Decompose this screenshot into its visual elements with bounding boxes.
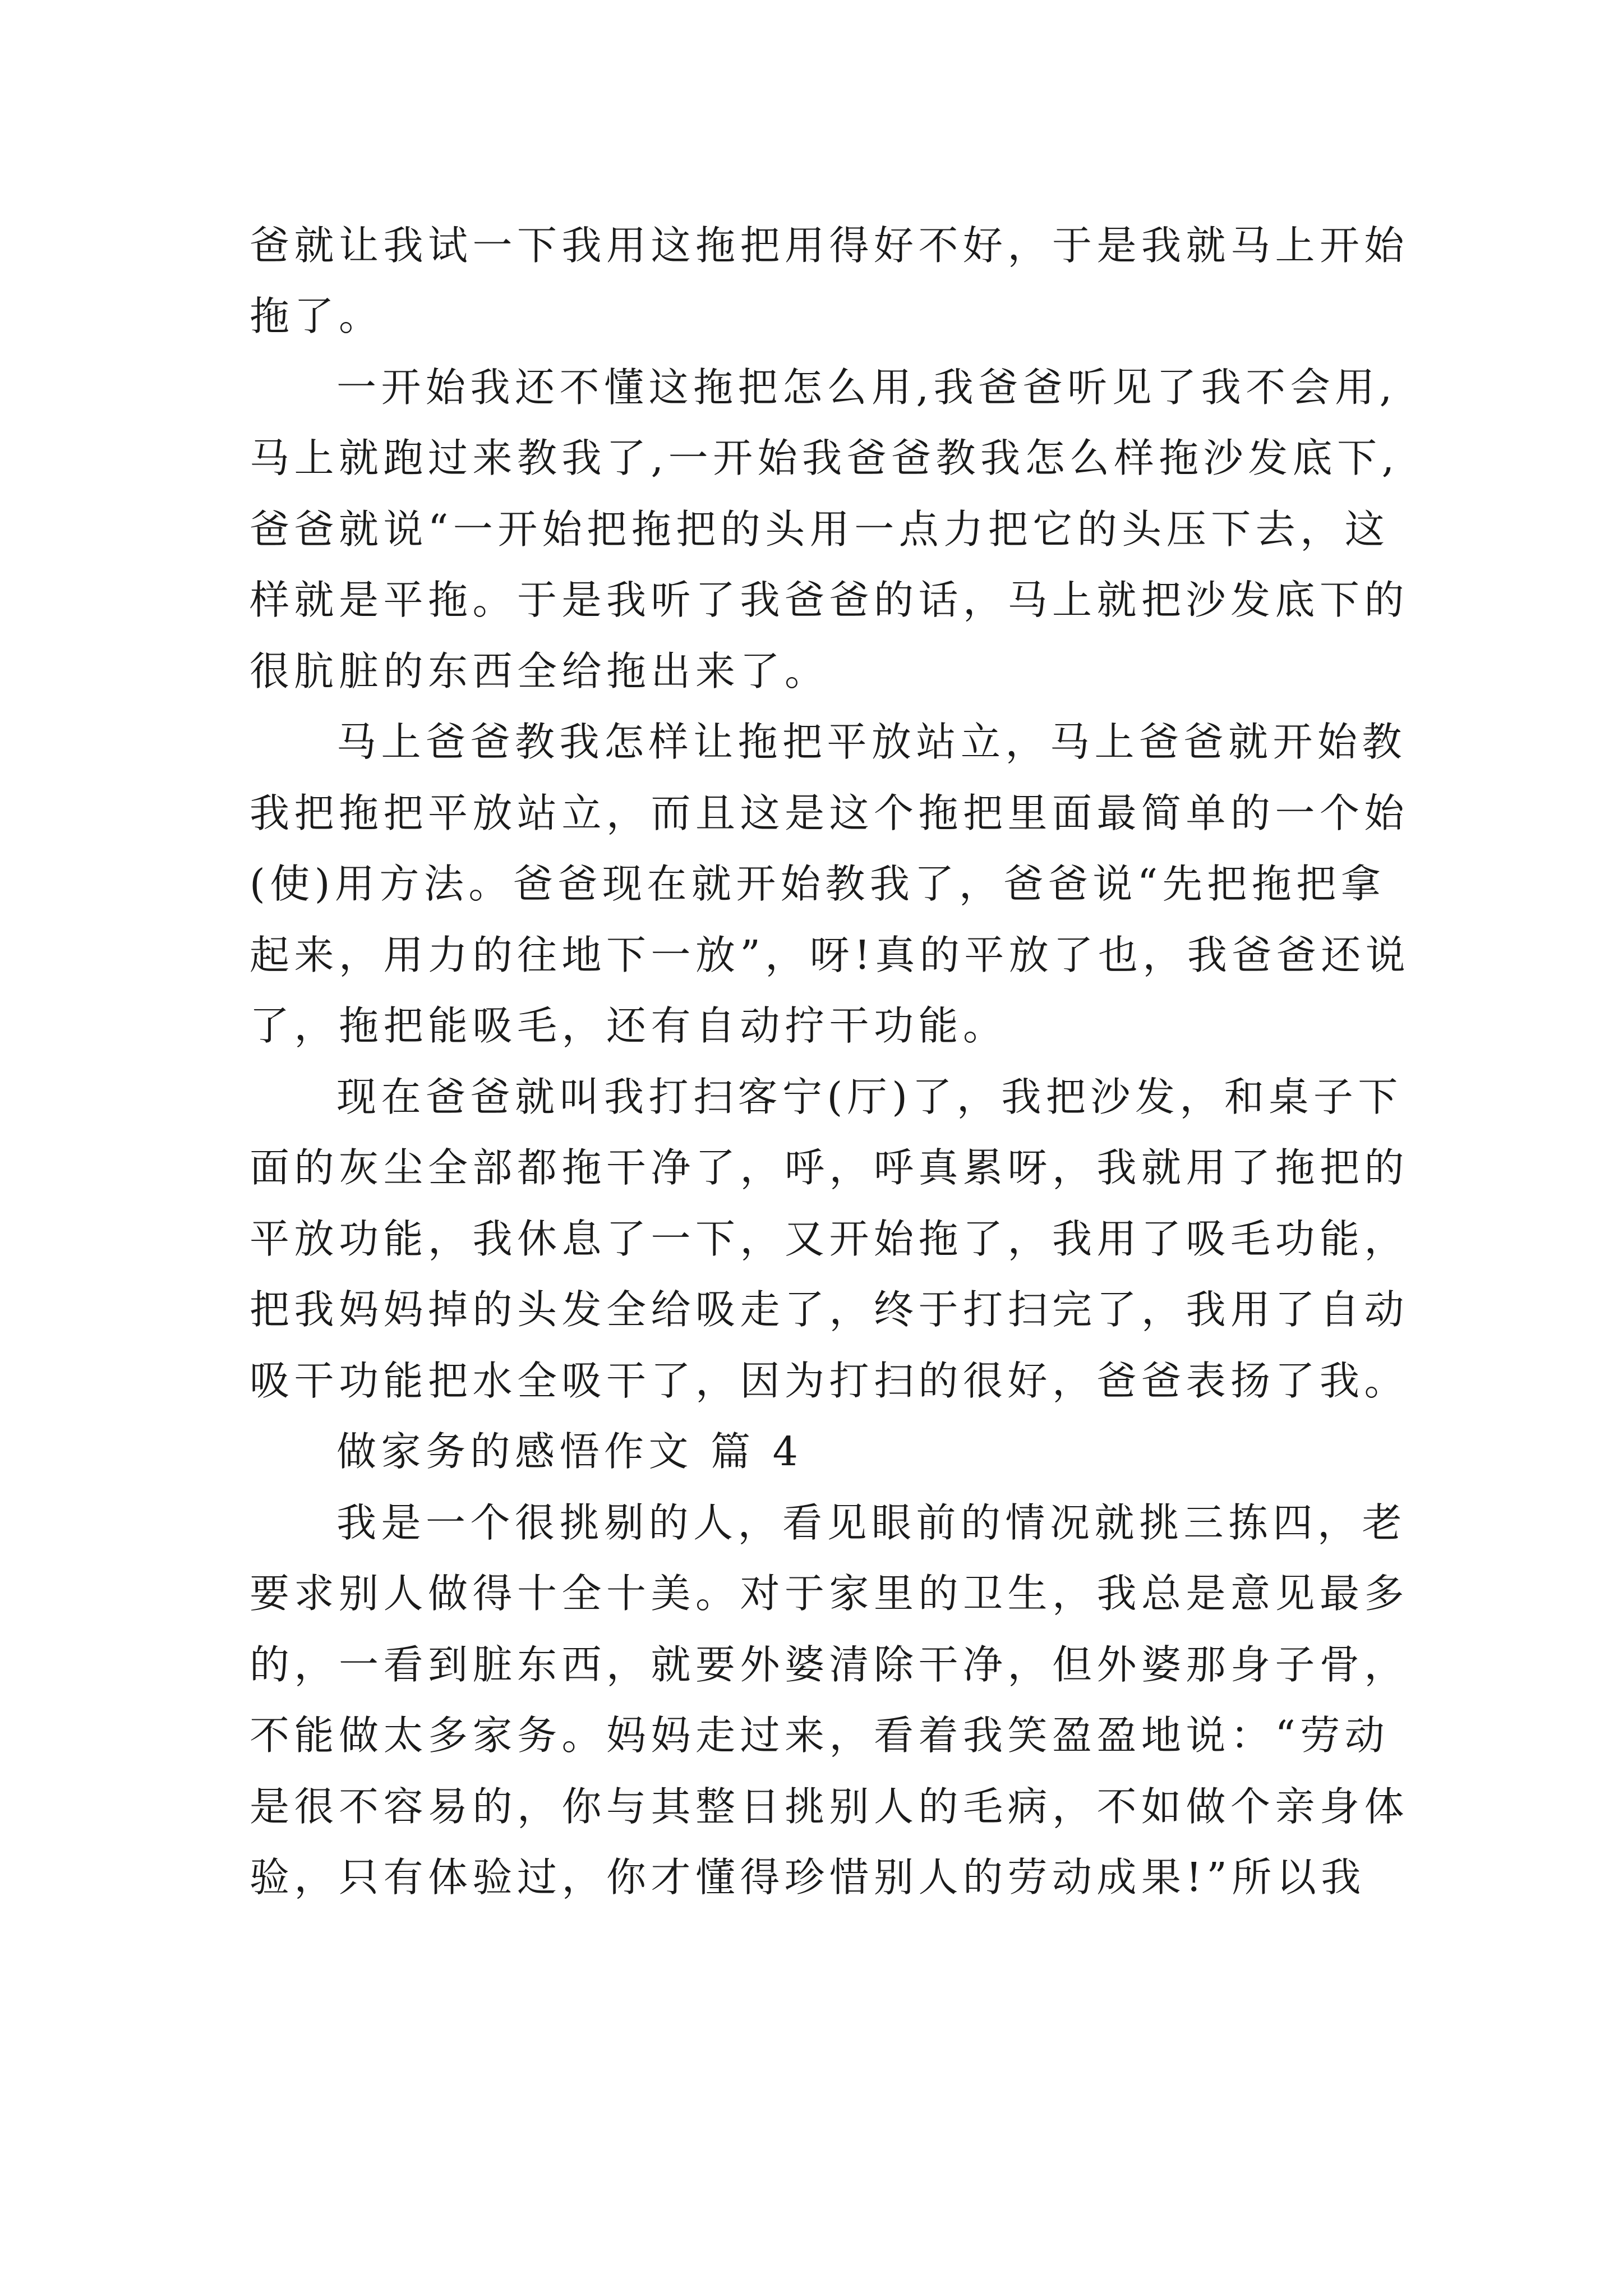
text-line: 了，拖把能吸毛，还有自动拧干功能。	[250, 1002, 1008, 1049]
text-line: 爸爸就说“一开始把拖把的头用一点力把它的头压下去，这	[250, 506, 1390, 553]
paragraph-first-line: 马上爸爸教我怎样让拖把平放站立，马上爸爸就开始教	[336, 719, 1407, 765]
text-line: 爸就让我试一下我用这拖把用得好不好，于是我就马上开始	[250, 222, 1409, 269]
text-line: 马上就跑过来教我了,一开始我爸爸教我怎么样拖沙发底下,	[250, 435, 1399, 481]
text-line: (使)用方法。爸爸现在就开始教我了，爸爸说“先把拖把拿	[250, 861, 1386, 907]
text-line: 是很不容易的，你与其整日挑别人的毛病，不如做个亲身体	[250, 1783, 1409, 1830]
text-line: 吸干功能把水全吸干了，因为打扫的很好，爸爸表扬了我。	[250, 1358, 1409, 1404]
text-line: 我把拖把平放站立，而且这是这个拖把里面最简单的一个始	[250, 790, 1409, 836]
paragraph-first-line: 我是一个很挑剔的人，看见眼前的情况就挑三拣四，老	[336, 1499, 1407, 1546]
text-line: 起来，用力的往地下一放”，呀!真的平放了也，我爸爸还说	[250, 932, 1410, 978]
text-line: 的，一看到脏东西，就要外婆清除干净，但外婆那身子骨，	[250, 1641, 1409, 1688]
paragraph-first-line: 一开始我还不懂这拖把怎么用,我爸爸听见了我不会用,	[336, 364, 1397, 411]
text-line: 样就是平拖。于是我听了我爸爸的话，马上就把沙发底下的	[250, 577, 1409, 623]
text-line: 要求别人做得十全十美。对于家里的卫生，我总是意见最多	[250, 1570, 1409, 1617]
text-line: 很肮脏的东西全给拖出来了。	[250, 648, 829, 694]
section-heading: 做家务的感悟作文 篇 4	[336, 1428, 803, 1475]
text-line: 面的灰尘全部都拖干净了，呼，呼真累呀，我就用了拖把的	[250, 1144, 1409, 1191]
text-line: 验，只有体验过，你才懂得珍惜别人的劳动成果!”所以我	[250, 1854, 1366, 1901]
text-line: 平放功能，我休息了一下，又开始拖了，我用了吸毛功能，	[250, 1216, 1409, 1262]
text-line: 不能做太多家务。妈妈走过来，看着我笑盈盈地说：“劳动	[250, 1712, 1390, 1759]
paragraph-first-line: 现在爸爸就叫我打扫客宁(厅)了，我把沙发，和桌子下	[336, 1074, 1403, 1120]
text-line: 拖了。	[250, 293, 384, 339]
text-line: 把我妈妈掉的头发全给吸走了，终于打扫完了，我用了自动	[250, 1286, 1409, 1333]
